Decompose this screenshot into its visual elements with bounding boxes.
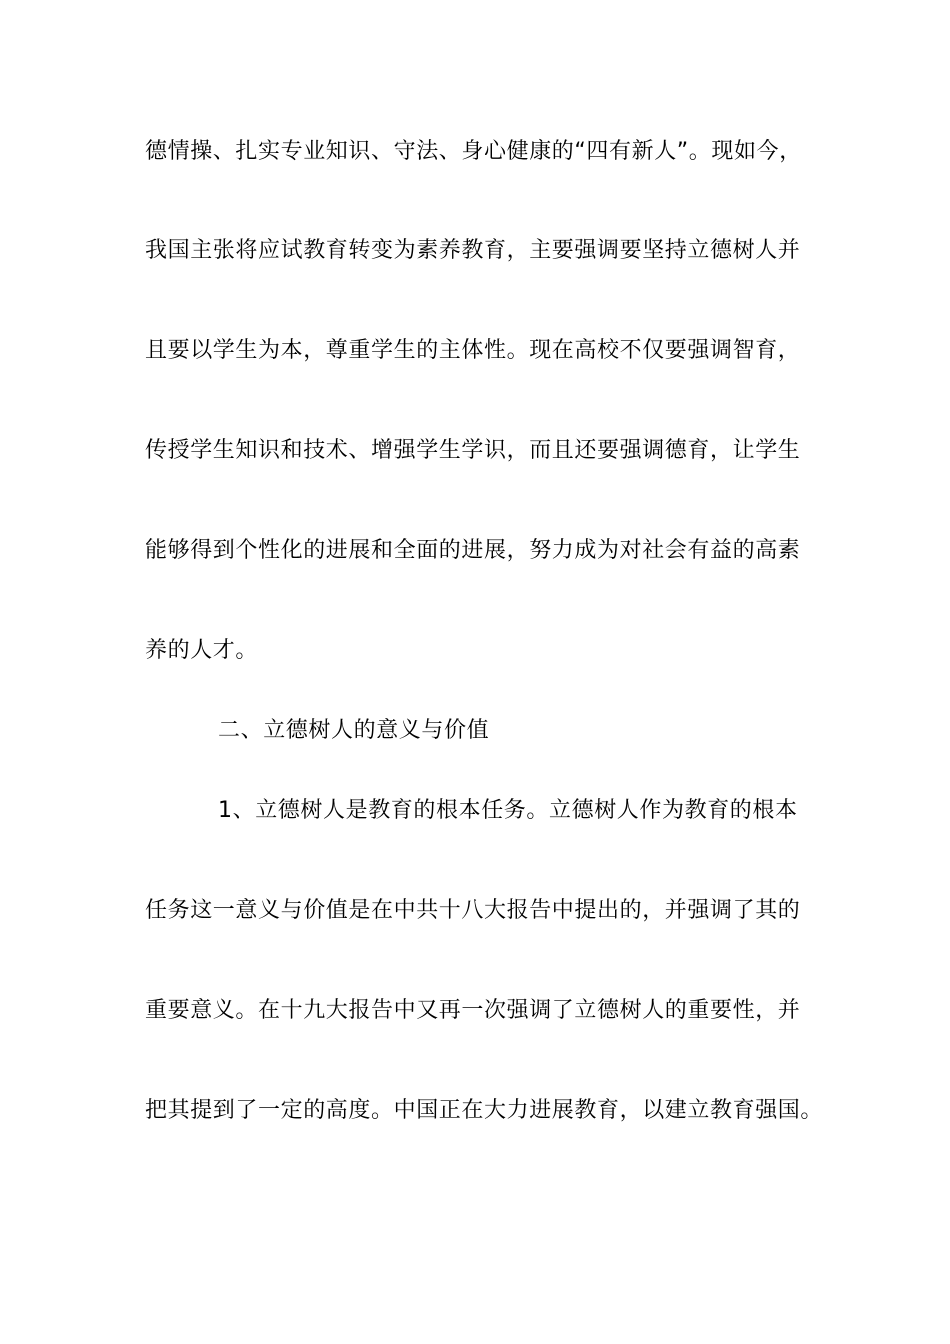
text-line: 把其提到了一定的高度。中国正在大力进展教育，以建立教育强国。 [145,1098,824,1123]
text-line: 我国主张将应试教育转变为素养教育，主要强调要坚持立德树人并 [145,238,801,263]
text-line: 且要以学生为本，尊重学生的主体性。现在高校不仅要强调智育， [145,338,801,363]
text-line: 重要意义。在十九大报告中又再一次强调了立德树人的重要性，并 [145,998,801,1023]
text-line: 传授学生知识和技术、增强学生学识，而且还要强调德育，让学生 [145,438,801,463]
section-heading: 二、立德树人的意义与价值 [218,718,490,743]
text-line: 任务这一意义与价值是在中共十八大报告中提出的，并强调了其的 [145,898,801,923]
text-line: 1、立德树人是教育的根本任务。立德树人作为教育的根本 [218,798,798,823]
text-line: 德情操、扎实专业知识、守法、身心健康的“四有新人”。现如今， [145,139,802,164]
text-line: 养的人才。 [145,638,259,663]
text-line: 能够得到个性化的进展和全面的进展，努力成为对社会有益的高素 [145,538,801,563]
